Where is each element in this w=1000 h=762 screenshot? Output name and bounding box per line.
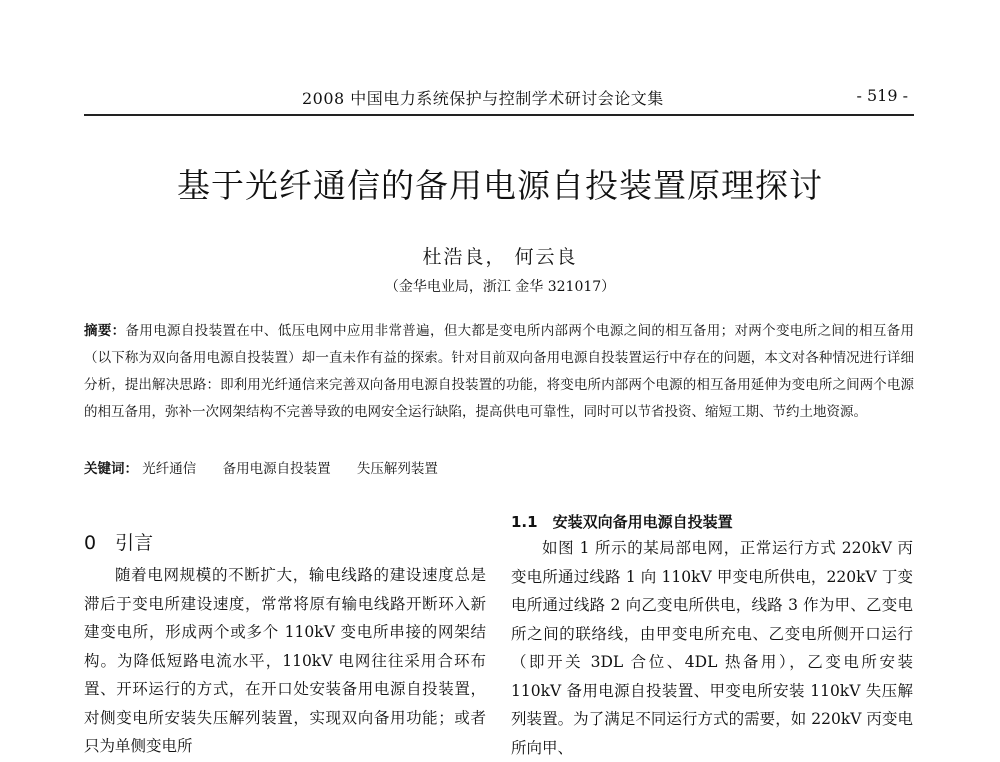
- introduction-paragraph: 随着电网规模的不断扩大，输电线路的建设速度总是滞后于变电所建设速度，常常将原有输电线路开断环入新建变电所，形成两个或多个 110kV 变电所串接的网架结构。为降低短路电流水平，110kV 电网往往采用合环布置、开环运行的方式，在开口处安装备用电源自投装置，对侧变电所安装失压解列装置，实现双向备用功能；或者只为单侧变电所: [84, 566, 486, 755]
- subsection-heading-1-1: 1.1 安装双向备用电源自投装置: [511, 513, 733, 531]
- keyword: 失压解列装置: [356, 461, 438, 477]
- left-column: [84, 500, 486, 761]
- right-column: [511, 500, 913, 762]
- paper-affiliation: （金华电业局，浙江 金华 321017）: [384, 279, 616, 295]
- running-header: [84, 82, 914, 116]
- keywords-label: 关键词：: [84, 461, 138, 477]
- conference-title: 2008 中国电力系统保护与控制学术研讨会论文集: [302, 89, 664, 108]
- abstract: [84, 318, 914, 426]
- paper-authors: 杜浩良， 何云良: [422, 246, 578, 268]
- subsection-1-1-paragraph: 如图 1 所示的某局部电网，正常运行方式 220kV 丙变电所通过线路 1 向 110kV 甲变电所供电，220kV 丁变电所通过线路 2 向乙变电所供电，线路 3 作为甲、乙变电所之间的联络线，由甲变电所充电、乙变电所侧开口运行（即开关 3DL 合位、4DL 热备用），乙变电所安装 110kV 备用电源自投装置、甲变电所安装 110kV 失压解列装置。为了满足不同运行方式的需要，如 220kV 丙变电所向甲、: [511, 539, 913, 757]
- keyword: 光纤通信: [142, 461, 197, 477]
- paper-title: 基于光纤通信的备用电源自投装置原理探讨: [177, 166, 823, 205]
- page-number: - 519 -: [856, 86, 908, 105]
- keyword: 备用电源自投装置: [222, 461, 331, 477]
- abstract-text: 备用电源自投装置在中、低压电网中应用非常普遍，但大都是变电所内部两个电源之间的相互备用；对两个变电所之间的相互备用（以下称为双向备用电源自投装置）却一直未作有益的探索。针对目前双向备用电源自投装置运行中存在的问题，本文对各种情况进行详细分析，提出解决思路：即利用光纤通信来完善双向备用电源自投装置的功能，将变电所内部两个电源的相互备用延伸为变电所之间两个电源的相互备用，弥补一次网架结构不完善导致的电网安全运行缺陷，提高供电可靠性，同时可以节省投资、缩短工期、节约土地资源。: [84, 323, 915, 420]
- keywords: [84, 458, 914, 480]
- section-heading-introduction: 0 引言: [84, 532, 154, 554]
- abstract-label: 摘要：: [84, 323, 126, 339]
